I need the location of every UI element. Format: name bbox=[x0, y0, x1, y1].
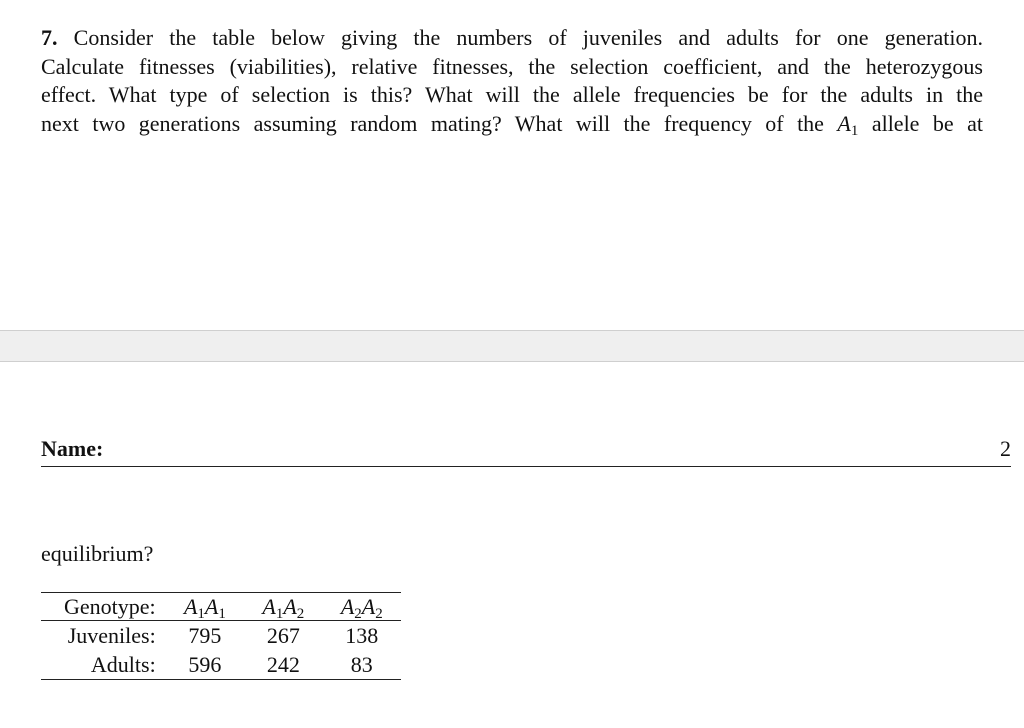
genotype-header: $A_1A_2$ bbox=[244, 593, 322, 621]
table-cell: 242 bbox=[244, 650, 322, 680]
page-break-divider bbox=[0, 330, 1024, 362]
question-paragraph bbox=[41, 24, 983, 138]
table-cell: 138 bbox=[345, 622, 379, 648]
question-line-4-tail: allele be at bbox=[871, 110, 983, 136]
question-number: 7. bbox=[41, 25, 58, 50]
table-header-row bbox=[41, 593, 401, 621]
question-continuation: equilibrium? bbox=[41, 541, 154, 566]
genotype-header: $A_2A_2$ bbox=[323, 593, 401, 621]
question-line-2: Calculate fitnesses (viabilities), relative fitnesses, the selection coefficient, and the heterozygous bbox=[41, 53, 983, 79]
table-cell: 596 bbox=[166, 650, 244, 680]
question-line-4-text: next two generations assuming random mating? What will the frequency of the bbox=[41, 110, 824, 136]
genotype-header: $A_1A_1$ bbox=[166, 593, 244, 621]
name-label: Name: bbox=[41, 436, 104, 461]
question-line-1-text: Consider the table below giving the numbers of juveniles and adults for one generation. bbox=[73, 25, 983, 50]
page-header bbox=[41, 436, 1011, 467]
table-row bbox=[41, 621, 401, 651]
row-label: Adults: bbox=[41, 650, 166, 680]
page-number: 2 bbox=[1000, 436, 1011, 461]
table-cell: 795 bbox=[188, 622, 222, 648]
question-line-1 bbox=[41, 24, 983, 53]
table-header-label: Genotype: bbox=[41, 593, 166, 621]
allele-symbol: $A_1$ bbox=[837, 110, 859, 139]
table-row bbox=[41, 650, 401, 680]
table-cell: 83 bbox=[323, 650, 401, 680]
genotype-table bbox=[41, 592, 401, 680]
table-cell: 267 bbox=[266, 622, 300, 648]
question-line-3: effect. What type of selection is this? What will the allele frequencies be for the adults in the bbox=[41, 82, 983, 107]
question-line-4 bbox=[41, 110, 983, 139]
row-label: Juveniles: bbox=[67, 622, 156, 648]
